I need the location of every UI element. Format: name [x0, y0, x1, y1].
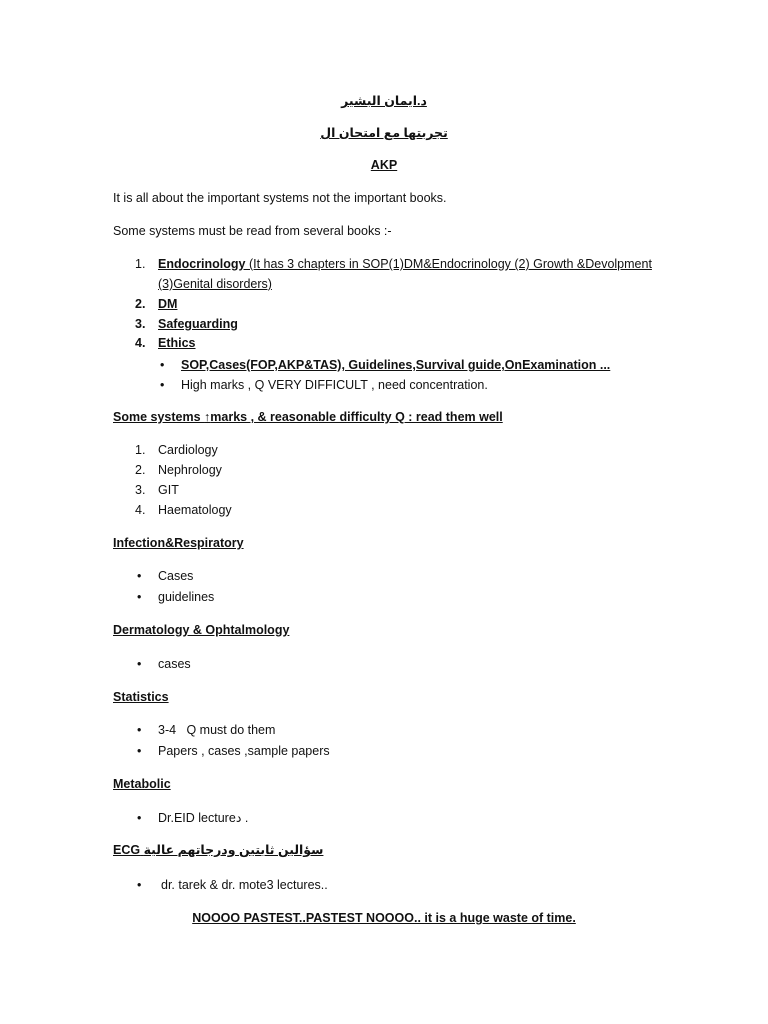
- bullet-icon: •: [137, 878, 142, 892]
- intro-line-2: Some systems must be read from several books :-: [113, 224, 392, 238]
- bullet-item-stat-papers: Papers , cases ,sample papers: [158, 744, 330, 758]
- document-title: AKP: [370, 158, 398, 172]
- list-number: 3.: [135, 483, 146, 497]
- document-subtitle: تجربتها مع امتحان ال: [320, 126, 448, 140]
- heading-latin: ECG: [113, 843, 141, 857]
- list-item-nephrology: Nephrology: [158, 463, 222, 477]
- list-item-git: GIT: [158, 483, 179, 497]
- bullet-item-guidelines: guidelines: [158, 590, 215, 604]
- bullet-icon: •: [137, 723, 142, 737]
- heading-text-post: marks , & reasonable difficulty Q : read them well: [210, 410, 503, 424]
- heading-text-pre: Some systems: [113, 410, 205, 424]
- ethics-bullet-difficulty: High marks , Q VERY DIFFICULT , need concentration.: [181, 378, 488, 392]
- list-number: 3.: [135, 317, 146, 331]
- list-item-dm: DM: [158, 297, 178, 311]
- bullet-item-stat-questions: 3-4 Q must do them: [158, 723, 276, 737]
- list-item-detail: (It has 3 chapters in SOP(1)DM&Endocrinology (2) Growth &Devolpment: [245, 257, 652, 271]
- list-number: 2.: [135, 463, 146, 477]
- list-item-cardiology: Cardiology: [158, 443, 218, 457]
- bullet-icon: •: [160, 378, 165, 392]
- bullet-icon: •: [137, 744, 142, 758]
- list-number: 4.: [135, 336, 146, 350]
- list-number: 1.: [135, 257, 146, 271]
- list-item-haematology: Haematology: [158, 503, 232, 517]
- list-item-safeguarding: Safeguarding: [158, 317, 238, 331]
- bullet-icon: •: [160, 358, 165, 372]
- bullet-item-cases: cases: [158, 657, 191, 671]
- list-item-ethics: Ethics: [158, 336, 196, 350]
- bullet-item-lectures: dr. tarek & dr. mote3 lectures..: [161, 878, 328, 892]
- section-heading-statistics: Statistics: [113, 690, 169, 704]
- section-heading-metabolic: Metabolic: [113, 777, 171, 791]
- section-heading-dermatology: Dermatology & Ophtalmology: [113, 623, 290, 637]
- intro-line-1: It is all about the important systems not the important books.: [113, 191, 447, 205]
- list-item-title: Endocrinology: [158, 257, 246, 271]
- bullet-icon: •: [137, 811, 142, 825]
- up-arrow-icon: ↑: [204, 410, 211, 424]
- ethics-bullet-sources: SOP,Cases(FOP,AKP&TAS), Guidelines,Survival guide,OnExamination ...: [181, 358, 611, 372]
- section-heading-infection: Infection&Respiratory: [113, 536, 244, 550]
- author-name: د.ايمان البشير: [341, 94, 427, 108]
- bullet-icon: •: [137, 657, 142, 671]
- heading-arabic: سؤالين ثابتين ودرجاتهم عالية: [143, 843, 324, 857]
- bullet-item-dr-eid: Dr.EID lectureد .: [158, 811, 249, 825]
- list-item-detail-continued: (3)Genital disorders): [158, 277, 272, 291]
- list-item-endocrinology: [158, 257, 652, 273]
- section-heading-marks: [113, 410, 503, 426]
- list-number: 4.: [135, 503, 146, 517]
- bullet-item-cases: Cases: [158, 569, 194, 583]
- list-number: 2.: [135, 297, 146, 311]
- list-number: 1.: [135, 443, 146, 457]
- footer-note: NOOOO PASTEST..PASTEST NOOOO.. it is a huge waste of time.: [192, 911, 576, 925]
- section-heading-ecg: [113, 843, 323, 859]
- bullet-icon: •: [137, 569, 142, 583]
- bullet-icon: •: [137, 590, 142, 604]
